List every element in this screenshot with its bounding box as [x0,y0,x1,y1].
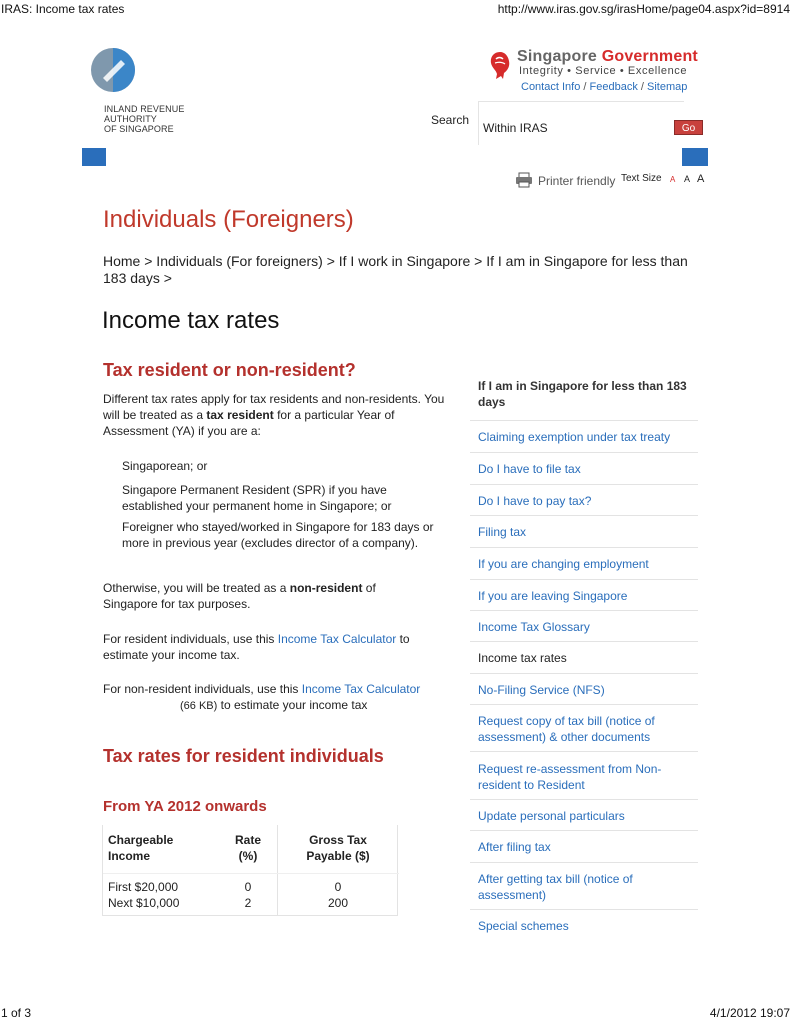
search-label: Search [431,113,470,127]
print-header-title: IRAS: Income tax rates [1,2,125,16]
search-scope-select[interactable]: Within IRAS [483,121,548,135]
text-size-medium-button[interactable]: A [684,174,691,184]
table-header-rate: Rate (%) [234,833,261,863]
singapore-government-title: Singapore Government [517,48,698,65]
top-links: Contact Info / Feedback / Sitemap [521,81,688,93]
sidebar-item-after-filing[interactable]: After filing tax [470,830,698,862]
otherwise-paragraph: Otherwise, you will be treated as a non-resident of Singapore for tax purposes. [103,581,376,611]
table-cell: 200 [327,896,349,910]
sidebar-item-filing-tax[interactable]: Filing tax [470,515,698,547]
text-size-large-button[interactable]: A [697,173,705,185]
sidebar-item-claiming-exemption[interactable]: Claiming exemption under tax treaty [470,420,698,452]
printer-icon[interactable] [515,172,533,188]
print-footer-timestamp: 4/1/2012 19:07 [709,1006,790,1020]
sitemap-link[interactable]: Sitemap [647,81,688,93]
go-button[interactable]: Go [674,120,703,135]
page-title: Income tax rates [102,307,280,334]
breadcrumb[interactable]: Home > Individuals (For foreigners) > If I work in Singapore > If I am in Singapore for less than 183 days > [103,253,688,286]
section-heading-tax-rates: Tax rates for resident individuals [103,746,384,766]
sidebar-item-request-reassessment[interactable]: Request re-assessment from Non-resident to Resident [470,751,698,799]
page-heading: Individuals (Foreigners) [103,206,354,233]
list-item: Foreigner who stayed/worked in Singapore for 183 days or more in previous year (excludes director of a company). [122,520,434,550]
sidebar-item-update-particulars[interactable]: Update personal particulars [470,799,698,830]
left-nav-tab [82,148,106,166]
printer-friendly-link[interactable]: Printer friendly [538,174,616,188]
sg-tagline: Integrity • Service • Excellence [519,65,688,77]
sidebar-item-pay-tax[interactable]: Do I have to pay tax? [470,484,698,515]
list-item: Singapore Permanent Resident (SPR) if you have established your permanent home in Singapore; or [122,483,392,513]
table-header-income: Chargeable Income [108,833,174,863]
print-footer-page: 1 of 3 [1,1006,32,1020]
singapore-lion-icon [488,50,512,80]
iras-logo-text: INLAND REVENUE AUTHORITY OF SINGAPORE [104,104,185,134]
list-item: Singaporean; or [122,459,208,473]
sidebar-item-special-schemes[interactable]: Special schemes [470,909,698,941]
right-nav-tab [682,148,708,166]
text-size-label: Text Size [621,173,662,184]
nonresident-calculator-link[interactable]: Income Tax Calculator [301,682,421,696]
contact-info-link[interactable]: Contact Info [521,81,581,93]
resident-calculator-link[interactable]: Income Tax Calculator [277,632,397,646]
sidebar-item-no-filing-service[interactable]: No-Filing Service (NFS) [470,673,698,704]
iras-logo[interactable] [91,48,135,92]
sidebar-item-tax-glossary[interactable]: Income Tax Glossary [470,610,698,641]
feedback-link[interactable]: Feedback [589,81,638,93]
sidebar-item-request-tax-bill[interactable]: Request copy of tax bill (notice of assessment) & other documents [470,704,698,751]
file-size-label: (66 KB) to estimate your income tax [180,698,368,712]
sidebar-item-leaving-singapore[interactable]: If you are leaving Singapore [470,579,698,610]
print-header-url: http://www.iras.gov.sg/irasHome/page04.aspx?id=8914 [497,2,790,16]
table-cell: 2 [244,896,252,910]
sidebar-heading: If I am in Singapore for less than 183 days [478,379,687,409]
text-size-small-button[interactable]: A [670,175,676,184]
table-cell: 0 [244,880,252,894]
section-heading-resident-status: Tax resident or non-resident? [103,360,356,380]
table-cell: First $20,000 [108,880,179,894]
table-divider [277,825,278,916]
nonresident-calculator-paragraph: For non-resident individuals, use this Income Tax Calculator [103,682,421,696]
resident-calculator-paragraph: For resident individuals, use this Income Tax Calculator to estimate your income tax. [103,632,410,662]
sidebar-item-changing-employment[interactable]: If you are changing employment [470,547,698,579]
table-divider [103,873,399,874]
intro-paragraph: Different tax rates apply for tax residents and non-residents. You will be treated as a tax resident for a particular Year of Assessment (YA) if you are a: [103,392,445,438]
table-cell: 0 [334,880,342,894]
table-header-gross-tax: Gross Tax Payable ($) [306,833,370,863]
iras-logo-icon [91,48,135,92]
subheading-ya-2012: From YA 2012 onwards [103,798,267,815]
tax-rate-table [102,825,398,916]
table-cell: Next $10,000 [108,896,180,910]
sidebar-item-file-tax[interactable]: Do I have to file tax [470,452,698,484]
sidebar-item-after-tax-bill[interactable]: After getting tax bill (notice of assessment) [470,862,698,909]
sidebar-item-income-tax-rates[interactable]: Income tax rates [470,641,698,673]
